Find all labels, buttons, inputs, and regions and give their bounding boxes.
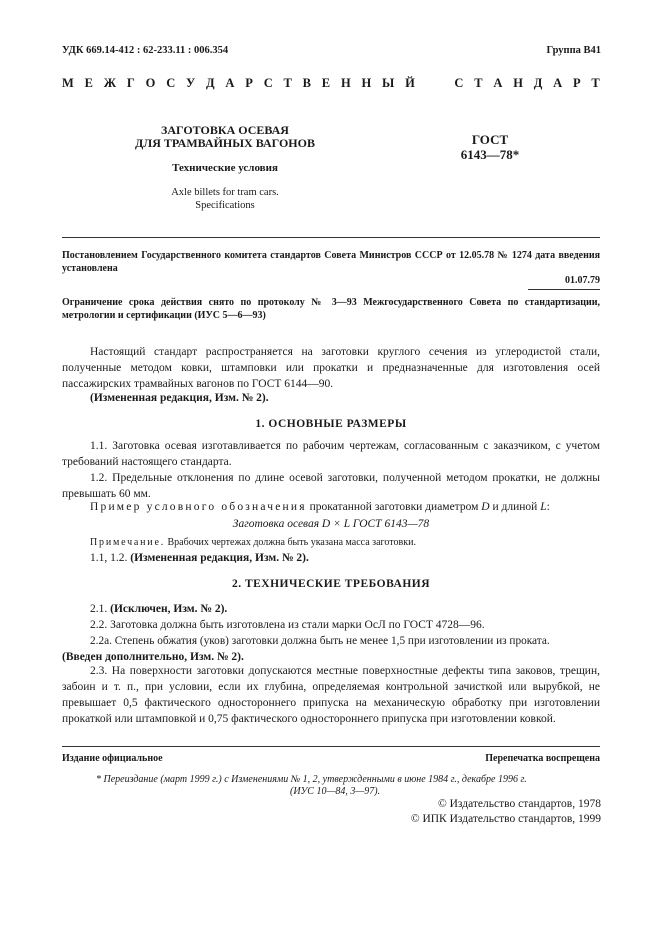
- clause-2-1: [90, 601, 227, 617]
- divider: [62, 237, 600, 238]
- banner-gap: [426, 76, 444, 91]
- intro-paragraph: Настоящий стандарт распространяется на заготовки круглого сечения из углеродистой стали, полученные методом ковки, штамповки или прокатки и предназначенные для изготовления осей пассажирских трамвайных вагонов по ГОСТ 6144—90.: [62, 346, 600, 390]
- example-colon: :: [546, 501, 550, 513]
- banner-letter: А: [493, 76, 503, 90]
- banner-letter: С: [263, 76, 273, 90]
- example-text-b: и длиной: [489, 501, 541, 513]
- banner-letter: Н: [513, 76, 523, 90]
- restriction-text: Ограничение срока действия снято по протоколу № 3—93 Межгосударственного Совета по стандартизации, метрологии и сертификации (ИУС 5—6—93): [62, 297, 600, 321]
- banner-letter: У: [186, 76, 196, 90]
- note: [90, 537, 600, 548]
- banner-letter: Е: [84, 76, 93, 90]
- banner-letter: Ы: [382, 76, 395, 90]
- note-label: Примечание.: [90, 537, 166, 548]
- banner-letter: О: [145, 76, 156, 90]
- banner-letter: Й: [405, 76, 415, 90]
- example-label: Пример условного обозначения: [90, 501, 307, 513]
- clause-2-2: 2.2. Заготовка должна быть изготовлена из стали марки ОсЛ по ГОСТ 4728—96.: [90, 619, 485, 631]
- title-line-1: ЗАГОТОВКА ОСЕВАЯ: [161, 123, 289, 137]
- banner-letter: Н: [340, 76, 351, 90]
- clause-2-1-number: 2.1.: [90, 603, 111, 615]
- symbol-l: L: [540, 501, 547, 513]
- decree-text: Постановлением Государственного комитета стандартов Совета Министров СССР от 12.05.78 № 1274 дата введения установлена: [62, 250, 600, 274]
- banner-letter: Т: [283, 76, 292, 90]
- banner-letter: Т: [474, 76, 483, 90]
- banner-letter: Н: [361, 76, 372, 90]
- intro-edition: (Измененная редакция, Изм. № 2).: [90, 392, 269, 404]
- title-line-2: ДЛЯ ТРАМВАЙНЫХ ВАГОНОВ: [135, 136, 315, 150]
- banner-letter: Ж: [103, 76, 117, 90]
- edition-text: (Измененная редакция, Изм. № 2).: [130, 552, 309, 564]
- note-text: Врабочих чертежах должна быть указана масса заготовки.: [165, 537, 416, 548]
- clause-2-1-text: (Исключен, Изм. № 2).: [110, 603, 228, 615]
- banner-letter: Р: [245, 76, 253, 90]
- udk-code: УДК 669.14-412 : 62-233.11 : 006.354: [62, 45, 229, 56]
- clause-1-edition: [90, 550, 309, 566]
- clause-1-2: 1.2. Предельные отклонения по длине осевой заготовки, полученной методом прокатки, не должны превышать 60 мм.: [62, 472, 600, 500]
- reissue-note: * Переиздание (март 1999 г.) с Изменениями № 1, 2, утвержденными в июне 1984 г., декабре 1996 г.: [96, 774, 527, 785]
- gost-code: 6143—78*: [460, 147, 520, 162]
- edition-prefix: 1.1, 1.2.: [90, 552, 131, 564]
- example-line: [90, 499, 600, 515]
- introduction-date: 01.07.79: [565, 275, 600, 286]
- banner-letter: С: [454, 76, 464, 90]
- banner-letter: Д: [206, 76, 215, 90]
- english-title-1: Axle billets for tram cars.: [171, 187, 279, 198]
- clause-2-2a-added: (Введен дополнительно, Изм. № 2).: [62, 651, 244, 663]
- banner-letter: Т: [591, 76, 600, 90]
- banner-letter: А: [553, 76, 563, 90]
- banner-letter: С: [166, 76, 176, 90]
- clause-2-2a: 2.2а. Степень обжатия (уков) заготовки должна быть не менее 1,5 при изготовлении из проката.: [90, 635, 550, 647]
- banner-letter: Р: [572, 76, 581, 90]
- copyright-1999: © ИПК Издательство стандартов, 1999: [410, 813, 601, 825]
- date-underline: [528, 289, 600, 290]
- example-text-a: прокатанной заготовки диаметром: [306, 501, 482, 513]
- section-1-title: 1. ОСНОВНЫЕ РАЗМЕРЫ: [255, 418, 407, 430]
- subtitle: Технические условия: [172, 162, 278, 174]
- gost-label: ГОСТ: [471, 132, 509, 147]
- banner-letter: М: [62, 76, 74, 90]
- english-title-2: Specifications: [195, 200, 255, 211]
- official-edition: Издание официальное: [62, 753, 163, 764]
- banner-letter: Д: [533, 76, 543, 90]
- banner-letter: Е: [321, 76, 331, 90]
- designation-example: Заготовка осевая D × L ГОСТ 6143—78: [232, 518, 430, 530]
- reprint-prohibited: Перепечатка воспрещена: [485, 753, 600, 764]
- banner-letter: В: [302, 76, 311, 90]
- divider: [62, 746, 600, 747]
- gost-number: [440, 132, 540, 162]
- standard-banner: [62, 76, 600, 91]
- group-code: Группа В41: [546, 45, 601, 56]
- title-block: [118, 124, 332, 212]
- symbol-d: D: [481, 501, 490, 513]
- banner-letter: А: [225, 76, 235, 90]
- reissue-index: (ИУС 10—84, 3—97).: [290, 786, 381, 797]
- clause-2-3: 2.3. На поверхности заготовки допускаются местные поверхностные дефекты типа заковов, трещин, забоин и т. п., при условии, если их глубина, определяемая контрольной зачисткой или вырубкой, не превышает 0,5 фактического одностороннего припуска на механическую обработку при изготовлении прокаткой или штамповкой и 0,75 фактического одностороннего припуска при изготовлении ковкой.: [62, 665, 600, 725]
- banner-letter: Г: [126, 76, 135, 90]
- section-2-title: 2. ТЕХНИЧЕСКИЕ ТРЕБОВАНИЯ: [231, 578, 431, 590]
- copyright-1978: © Издательство стандартов, 1978: [437, 798, 601, 810]
- clause-1-1: 1.1. Заготовка осевая изготавливается по рабочим чертежам, согласованным с заказчиком, с учетом требований настоящего стандарта.: [62, 440, 600, 468]
